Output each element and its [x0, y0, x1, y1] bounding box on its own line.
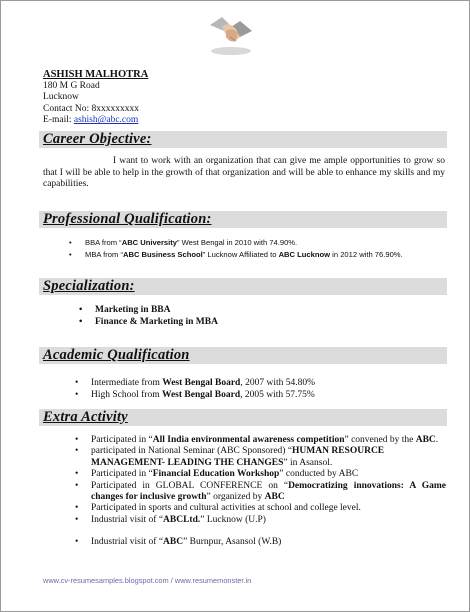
extra-activity-list — [91, 435, 446, 549]
career-objective-text: I want to work with an organization that can give me ample opportunities to grow so that I will be able to help in the growth of that organization and will be able to enhance my skills and my capabilities. — [43, 156, 445, 190]
list-item: • BBA from “ABC University” West Bengal in 2010 with 74.90%. — [85, 237, 445, 249]
list-item: • Industrial visit of “ABCLtd.” Lucknow (U.P) — [91, 515, 446, 526]
section-header-professional-qualification — [39, 211, 447, 228]
list-item: • High School from West Bengal Board, 2005 with 57.75% — [91, 389, 315, 401]
section-title: Extra Activity — [43, 409, 128, 425]
section-header-specialization — [39, 278, 447, 295]
specialization-list — [95, 305, 218, 328]
contact-block — [43, 69, 148, 127]
list-item: • Participated in sports and cultural activities at school and college level. — [91, 503, 446, 514]
footer-link-2[interactable]: www.resumemonster.in — [174, 576, 252, 585]
list-item: • Marketing in BBA — [95, 305, 218, 317]
list-item: • Industrial visit of “ABC” Burnpur, Asansol (W.B) — [91, 537, 446, 548]
list-item: • Finance & Marketing in MBA — [95, 317, 218, 329]
list-item: • Participated in “Financial Education Workshop” conducted by ABC — [91, 469, 446, 480]
professional-list — [85, 237, 445, 261]
address-line-2: Lucknow — [43, 92, 79, 103]
section-title: Professional Qualification: — [43, 211, 212, 227]
section-header-academic-qualification — [39, 347, 447, 364]
section-header-career-objective — [39, 131, 447, 148]
list-item: • MBA from “ABC Business School” Lucknow Affiliated to ABC Lucknow in 2012 with 76.90%. — [85, 249, 445, 261]
email-link[interactable]: ashish@abc.com — [73, 115, 139, 126]
email-line: E-mail: ashish@abc.com — [43, 115, 139, 126]
section-title: Specialization: — [43, 278, 135, 294]
list-item: • participated in National Seminar (ABC Sponsored) “HUMAN RESOURCE MANAGEMENT- LEADING THE CHANGES” in Asansol. — [91, 446, 446, 469]
address-line-1: 180 M G Road — [43, 80, 100, 91]
list-item: • Participated in GLOBAL CONFERENCE on “Democratizing innovations: A Game changes for inclusive growth” organized by ABC — [91, 481, 446, 504]
section-title: Career Objective: — [43, 131, 152, 147]
section-header-extra-activity — [39, 409, 447, 426]
section-title: Academic Qualification — [43, 347, 190, 363]
footer-link-1[interactable]: www.cv-resumesamples.blogspot.com — [43, 576, 169, 585]
academic-list — [91, 377, 315, 401]
candidate-name: ASHISH MALHOTRA — [43, 69, 149, 80]
handshake-icon — [206, 11, 256, 57]
list-item: • Participated in “All India environmental awareness competition” convened by the ABC. — [91, 435, 446, 446]
phone-number: Contact No: 8xxxxxxxxx — [43, 103, 140, 114]
footer-links: www.cv-resumesamples.blogspot.com / www.resumemonster.in — [43, 576, 252, 585]
list-item: • Intermediate from West Bengal Board, 2007 with 54.80% — [91, 377, 315, 389]
